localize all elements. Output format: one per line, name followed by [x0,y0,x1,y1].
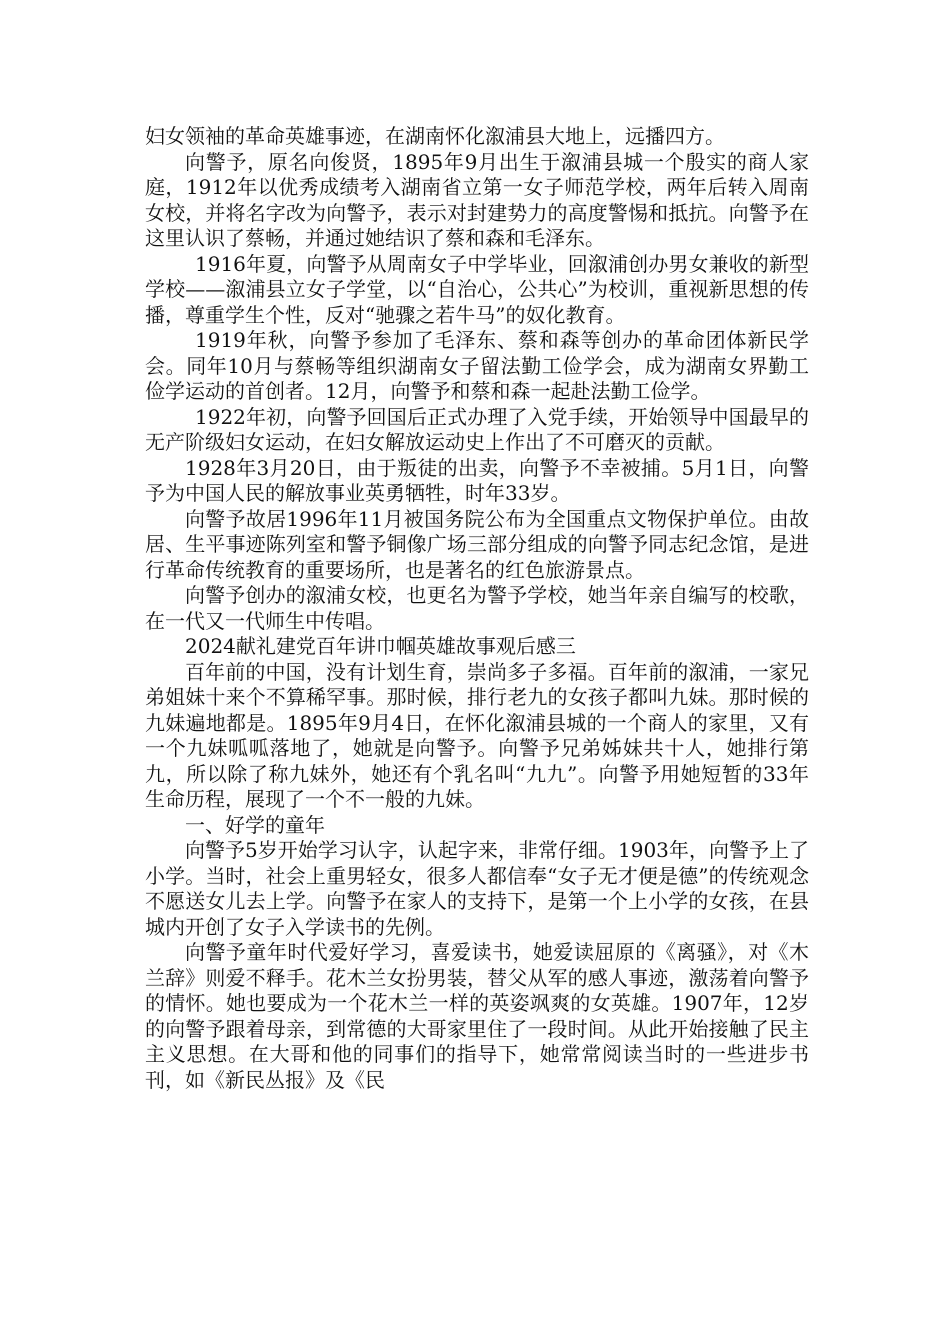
paragraph-learning: 向警予5岁开始学习认字，认起字来，非常仔细。1903年，向警予上了小学。当时，社会上重男轻女，很多人都信奉“女子无才便是德”的传统观念不愿送女儿去上学。向警予在家人的支持下，是第一个上小学的女孩，在县城内开创了女子入学读书的先例。 [145,838,809,939]
paragraph-1922: 1922年初，向警予回国后正式办理了入党手续，开始领导中国最早的无产阶级妇女运动，在妇女解放运动史上作出了不可磨灭的贡献。 [145,404,809,454]
section-heading-childhood: 一、好学的童年 [185,812,325,837]
paragraph-1919: 1919年秋，向警予参加了毛泽东、蔡和森等创办的革命团体新民学会。同年10月与蔡畅等组织湖南女子留法勤工俭学会，成为湖南女界勤工俭学运动的首创者。12月，向警予和蔡和森一起赴法勤工俭学。 [145,328,809,403]
paragraph-former-residence: 向警予故居1996年11月被国务院公布为全国重点文物保护单位。由故居、生平事迹陈列室和警予铜像广场三部分组成的向警予同志纪念馆，是进行革命传统教育的重要场所，也是著名的红色旅游景点。 [145,506,809,582]
paragraph-1928: 1928年3月20日，由于叛徒的出卖，向警予不幸被捕。5月1日，向警予为中国人民的解放事业英勇牺牲，时年33岁。 [145,455,809,505]
paragraph-intro-continued: 妇女领袖的革命英雄事迹，在湖南怀化溆浦县大地上，远播四方。 [145,124,725,148]
section-title: 2024献礼建党百年讲巾帼英雄故事观后感三 [185,634,576,658]
paragraph-century-ago: 百年前的中国，没有计划生育，崇尚多子多福。百年前的溆浦，一家兄弟姐妹十来个不算稀罕事。那时候，排行老九的女孩子都叫九妹。那时候的九妹遍地都是。1895年9月4日，在怀化溆浦县城的一个商人的家里，又有一个九妹呱呱落地了，她就是向警予。向警予兄弟姊妹共十人，她排行第九，所以除了称九妹外，她还有个乳名叫“九九”。向警予用她短暂的33年生命历程，展现了一个不一般的九妹。 [145,659,809,811]
paragraph-1916: 1916年夏，向警予从周南女子中学毕业，回溆浦创办男女兼收的新型学校——溆浦县立女子学堂，以“自治心，公共心”为校训，重视新思想的传播，尊重学生个性，反对“驰骤之若牛马”的奴化教育。 [145,251,809,327]
document-body [145,124,809,1093]
paragraph-reading: 向警予童年时代爱好学习，喜爱读书，她爱读屈原的《离骚》，对《木兰辞》则爱不释手。花木兰女扮男装，替父从军的感人事迹，激荡着向警予的情怀。她也要成为一个花木兰一样的英姿飒爽的女英雄。1907年，12岁的向警予跟着母亲，到常德的大哥家里住了一段时间。从此开始接触了民主主义思想。在大哥和他的同事们的指导下，她常常阅读当时的一些进步书刊，如《新民丛报》及《民 [145,940,809,1092]
paragraph-biography: 向警予，原名向俊贤，1895年9月出生于溆浦县城一个殷实的商人家庭，1912年以优秀成绩考入湖南省立第一女子师范学校，两年后转入周南女校，并将名字改为向警予，表示对封建势力的高度警惕和抵抗。向警予在这里认识了蔡畅，并通过她结识了蔡和森和毛泽东。 [145,149,809,250]
paragraph-school: 向警予创办的溆浦女校，也更名为警予学校，她当年亲自编写的校歌，在一代又一代师生中传唱。 [145,583,809,633]
